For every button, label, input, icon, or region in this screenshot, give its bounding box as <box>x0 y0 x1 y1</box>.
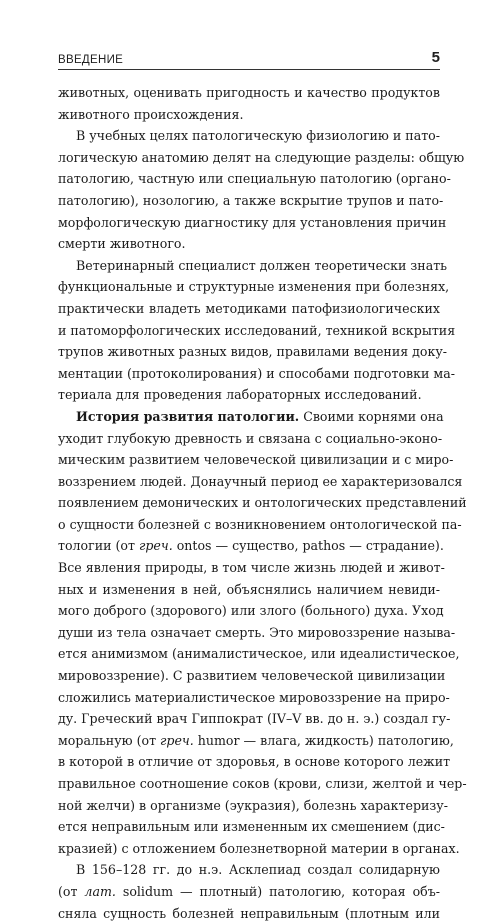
text-line: правильное соотношение соков (крови, слизи, желтой и чер- <box>58 776 467 791</box>
text-line: души из тела означает смерть. Это мировоззрение называ- <box>58 624 456 640</box>
text-line: воззрением людей. Донаучный период ее характеризовался <box>58 473 463 489</box>
header-rule <box>58 69 440 70</box>
text-line: Ветеринарный специалист должен теоретически знать <box>76 257 448 273</box>
text-line: ется анимизмом (анималистическое, или идеалистическое, <box>58 646 460 662</box>
text-line <box>58 535 444 557</box>
text-line: смерти животного. <box>58 236 186 252</box>
abbreviation: греч. <box>139 538 173 554</box>
text-line: логическую анатомию делят на следующие разделы: общую <box>58 149 465 165</box>
body-text <box>58 82 467 924</box>
text-line: появлением демонических и онтологических представлений <box>58 495 467 511</box>
text-run: solidum — плотный) патологию, которая объ- <box>115 883 440 899</box>
text-line: морфологическую диагностику для установления причин <box>58 214 447 230</box>
text-line: ной желчи) в организме (эукразия), болезнь характеризу- <box>58 797 448 813</box>
text-line: кразией) с отложением болезнетворной материи в органах. <box>58 840 460 856</box>
text-run: моральную (от <box>58 732 161 748</box>
text-line <box>58 406 444 428</box>
text-line <box>58 881 440 903</box>
text-run: (от <box>58 883 85 899</box>
paragraph <box>58 255 456 406</box>
text-line: ется неправильным или измененным их смешением (дис- <box>58 819 445 835</box>
text-line: патологию, частную или специальную патологию (органо- <box>58 171 451 187</box>
text-run: Своими корнями она <box>299 408 444 424</box>
text-line: мого доброго (здорового) или злого (больного) духа. Уход <box>58 603 444 619</box>
text-line: ментации (протоколирования) и способами подготовки ма- <box>58 365 455 381</box>
text-line: В 156–128 гг. до н.э. Асклепиад создал солидарную <box>76 862 440 878</box>
text-line: териала для проведения лабораторных исследований. <box>58 387 422 403</box>
running-head: ВВЕДЕНИЕ <box>58 54 124 66</box>
text-line: животного происхождения. <box>58 106 244 122</box>
paragraph <box>58 406 467 859</box>
text-run: humor — влага, жидкость) патологию, <box>193 732 454 748</box>
text-line: сложились материалистическое мировоззрение на приро- <box>58 689 450 705</box>
page-header <box>58 44 440 66</box>
text-line: о сущности болезней с возникновением онтологической па- <box>58 516 462 532</box>
text-line: мическим развитием человеческой цивилизации и с миро- <box>58 452 454 468</box>
text-line: животных, оценивать пригодность и качество продуктов <box>58 85 440 100</box>
text-line: патологию), нозологию, а также вскрытие трупов и пато- <box>58 192 444 208</box>
paragraph <box>58 859 440 924</box>
paragraph <box>58 82 440 125</box>
text-line: Все явления природы, в том числе жизнь людей и живот- <box>58 560 445 576</box>
text-line: в которой в отличие от здоровья, в основе которого лежит <box>58 754 451 770</box>
text-line: В учебных целях патологическую физиологию и пато- <box>76 128 441 144</box>
text-line: и патоморфологических исследований, техникой вскрытия <box>58 322 456 338</box>
paragraph <box>58 125 465 255</box>
text-line: трупов животных разных видов, правилами ведения доку- <box>58 344 448 360</box>
text-line: функциональные и структурные изменения при болезнях, <box>58 279 450 295</box>
abbreviation: лат. <box>84 883 116 899</box>
text-line: практически владеть методиками патофизиологических <box>58 300 440 316</box>
text-line: сняла сущность болезней неправильным (плотным или <box>58 905 440 921</box>
text-line <box>58 730 454 752</box>
section-heading: История развития патологии. <box>76 408 300 424</box>
text-line: ду. Греческий врач Гиппократ (IV–V вв. до н. э.) создал гу- <box>58 711 451 727</box>
abbreviation: греч. <box>160 732 194 748</box>
text-line: уходит глубокую древность и связана с социально-эконо- <box>58 430 443 446</box>
text-run: ontos — существо, pathos — страдание). <box>172 538 444 554</box>
text-line: мировоззрение). С развитием человеческой цивилизации <box>58 668 446 684</box>
text-run: тологии (от <box>58 538 139 554</box>
text-line: ных и изменения в ней, объяснялись наличием невиди- <box>58 581 440 597</box>
page-number: 5 <box>431 49 440 66</box>
